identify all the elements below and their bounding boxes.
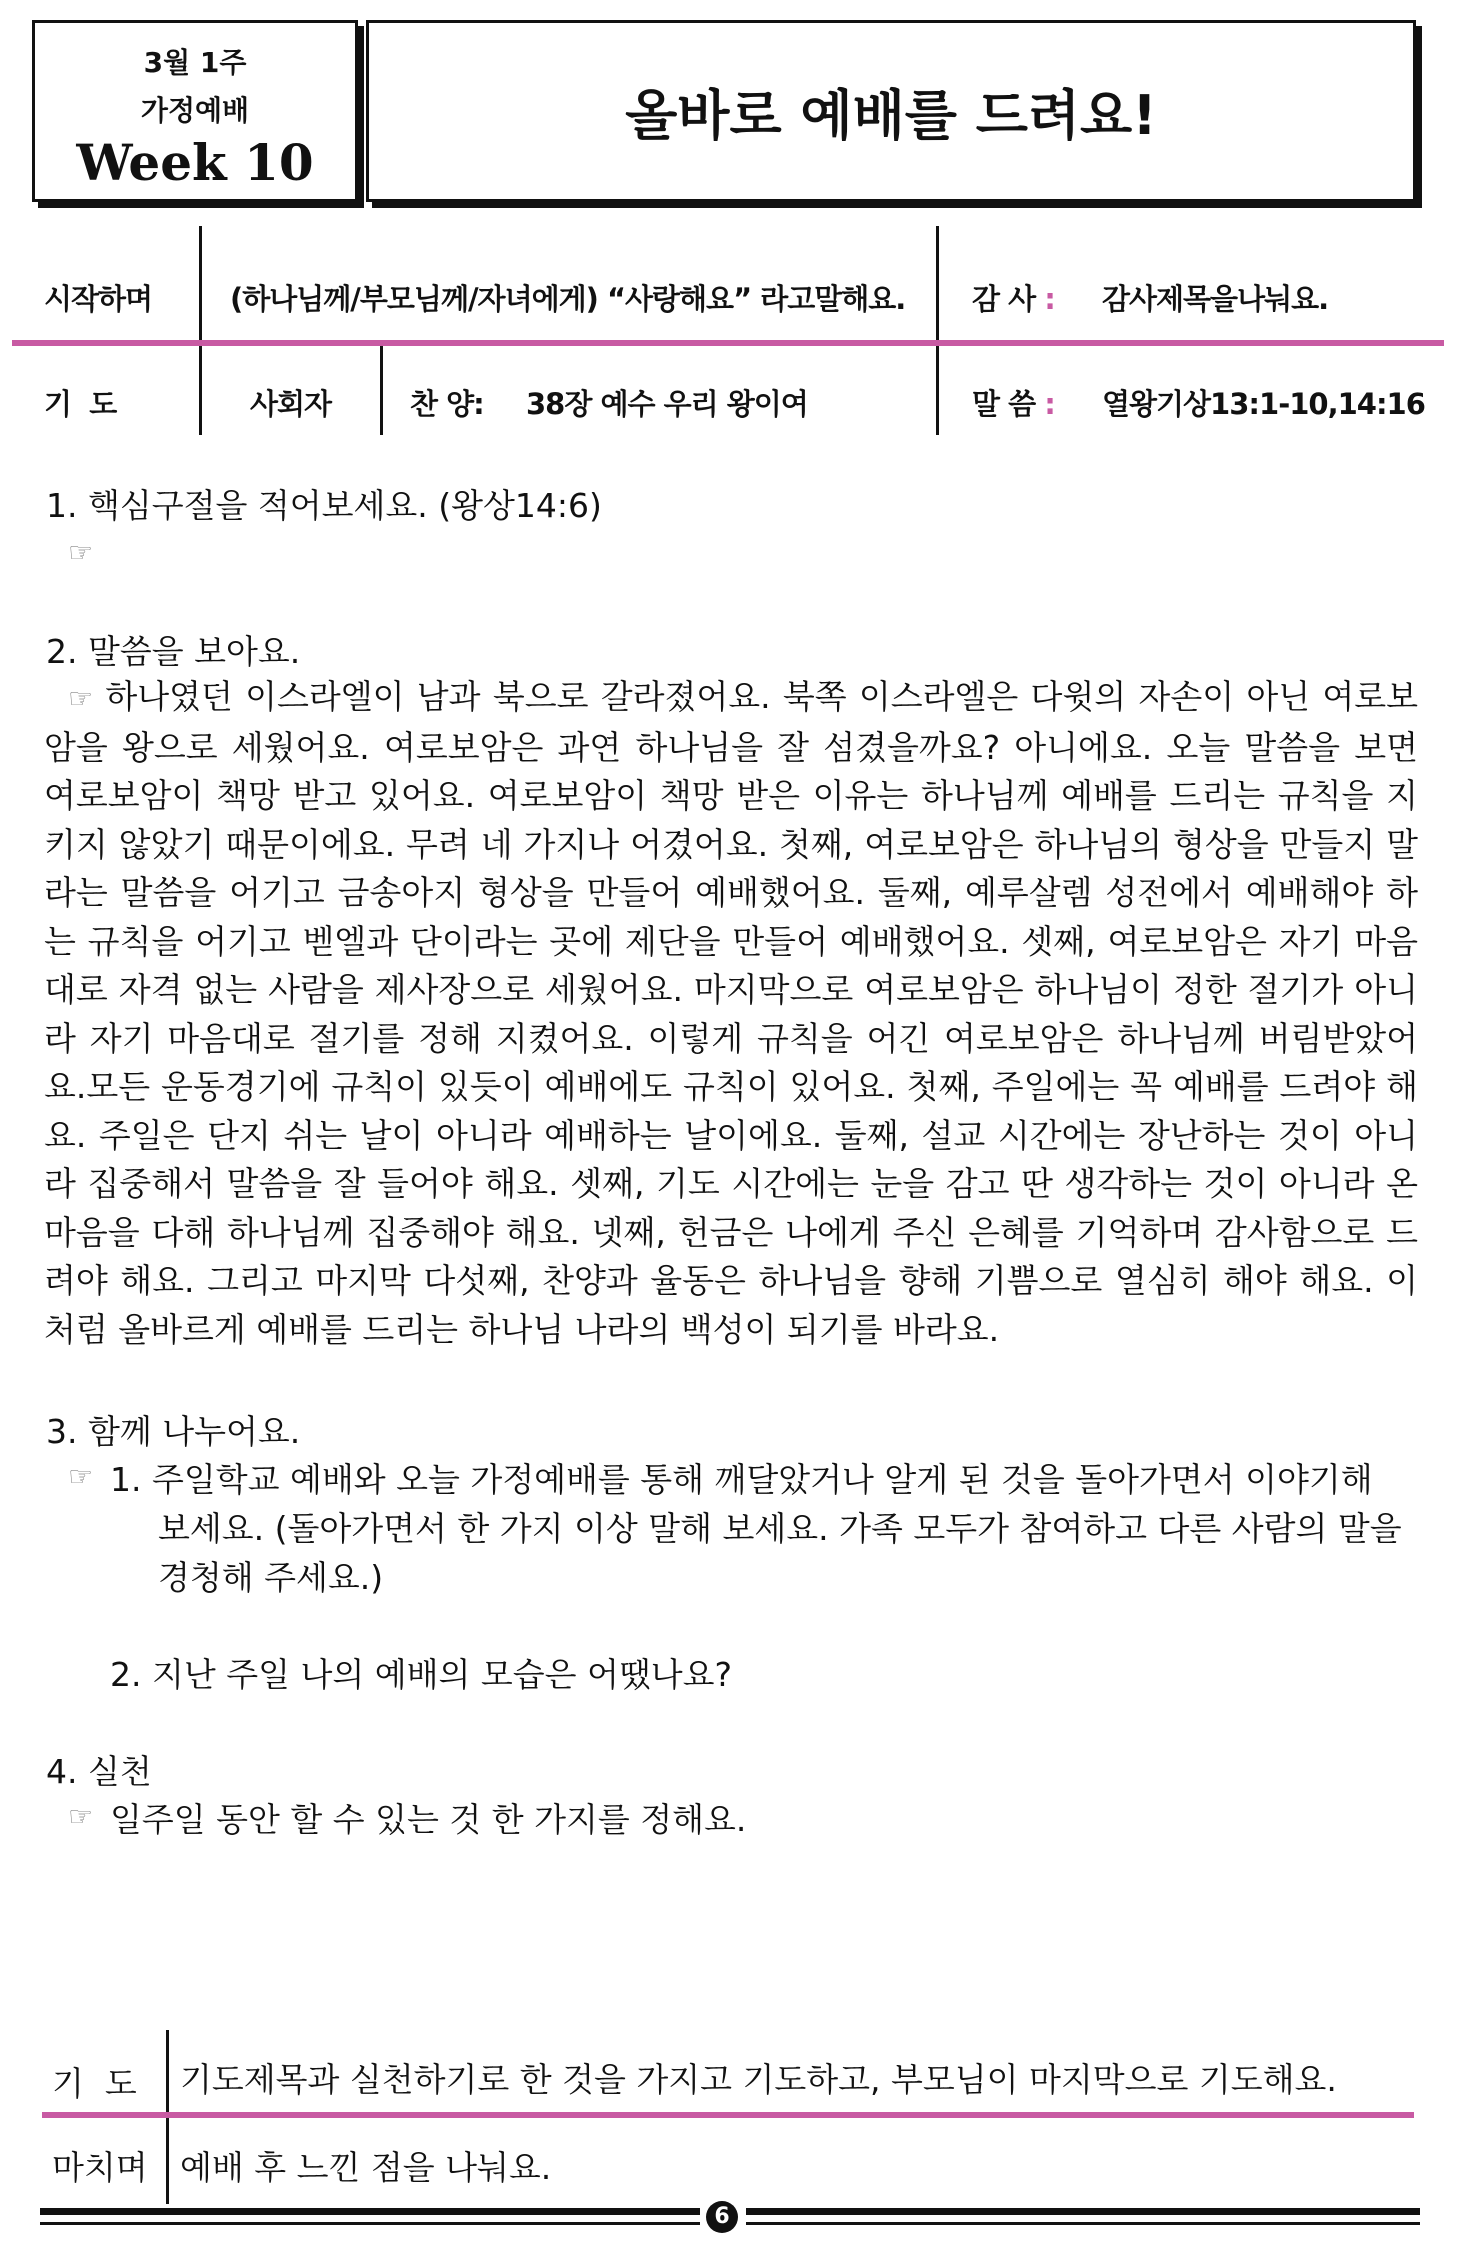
page-title: 올바로 예배를 드려요! [625, 83, 1157, 147]
week-info-box [32, 20, 358, 202]
bottom-rule [746, 2222, 1420, 2225]
closing-prayer-label: 기 도 [52, 2064, 137, 2103]
section-4-title: 4. 실천 [46, 1752, 152, 1791]
closing-text: 예배 후 느낀 점을 나눠요. [180, 2148, 552, 2187]
pointer-icon: ☞ [68, 1460, 94, 1493]
grid-divider [199, 226, 202, 340]
question-2: 2. 지난 주일 나의 예배의 모습은 어땠나요? [110, 1655, 732, 1694]
pointer-icon: ☞ [68, 536, 94, 569]
week-number: Week 10 [76, 133, 314, 192]
bottom-rule [40, 2222, 700, 2225]
closing-prayer-text: 기도제목과 실천하기로 한 것을 가지고 기도하고, 부모님이 마지막으로 기도해요. [180, 2060, 1337, 2099]
page-number: 6 [706, 2201, 738, 2233]
question-1-line-2: 보세요. (돌아가면서 한 가지 이상 말해 보세요. 가족 모두가 참여하고 다른 사람의 말을 [158, 1509, 1402, 1548]
pointer-icon: ☞ [68, 1800, 94, 1833]
word-label [972, 382, 1055, 423]
prayer-label: 기 도 [44, 387, 117, 421]
question-1-line-1: 1. 주일학교 예배와 오늘 가정예배를 통해 깨달았거나 알게 된 것을 돌아가면서 이야기해 [110, 1460, 1373, 1499]
thanks-colon: : [1044, 282, 1055, 316]
pointer-icon: ☞ [68, 682, 94, 715]
start-text: (하나님께/부모님께/자녀에게) “사랑해요” 라고말해요. [230, 282, 906, 316]
section-2-title: 2. 말씀을 보아요. [46, 632, 301, 671]
practice-text: 일주일 동안 할 수 있는 것 한 가지를 정해요. [110, 1800, 747, 1839]
leader-label: 사회자 [250, 387, 332, 421]
grid-divider [936, 340, 939, 435]
bottom-rule [40, 2208, 700, 2215]
pink-divider [42, 2112, 1414, 2118]
grid-divider [380, 340, 383, 435]
question-1-line-3: 경청해 주세요.) [158, 1558, 384, 1597]
thanks-label-text: 감 사 [972, 282, 1036, 316]
start-label: 시작하며 [44, 282, 153, 316]
word-colon: : [1044, 387, 1055, 421]
week-date: 3월 1주 [143, 46, 247, 79]
section-1-title: 1. 핵심구절을 적어보세요. (왕상14:6) [46, 486, 602, 525]
hymn-text: 38장 예수 우리 왕이여 [526, 387, 808, 421]
closing-label: 마치며 [52, 2148, 148, 2187]
word-text: 열왕기상13:1-10,14:16 [1102, 387, 1425, 421]
pink-divider [12, 340, 1444, 346]
grid-divider [936, 226, 939, 340]
sermon-paragraph [44, 673, 1418, 1354]
thanks-text: 감사제목을나눠요. [1102, 282, 1329, 316]
bottom-rule [746, 2208, 1420, 2215]
word-label-text: 말 씀 [972, 387, 1036, 421]
thanks-label [972, 277, 1055, 318]
worship-type: 가정예배 [140, 94, 250, 127]
grid-divider [199, 340, 202, 435]
section-3-title: 3. 함께 나누어요. [46, 1412, 301, 1451]
sermon-text: 하나였던 이스라엘이 남과 북으로 갈라졌어요. 북쪽 이스라엘은 다윗의 자손이 아닌 여로보암을 왕으로 세웠어요. 여로보암은 과연 하나님을 잘 섬겼을까요? 아니에요. 오늘 말씀을 보면 여로보암이 책망 받고 있어요. 여로보암이 책망 받은 이유는 하나님께 예배를 드리는 규칙을 지키지 않았기 때문이에요. 무려 네 가지나 어겼어요. 첫째, 여로보암은 하나님의 형상을 만들지 말라는 말씀을 어기고 금송아지 형상을 만들어 예배했어요. 둘째, 예루살렘 성전에서 예배해야 하는 규칙을 어기고 벧엘과 단이라는 곳에 제단을 만들어 예배했어요. 셋째, 여로보암은 자기 마음대로 자격 없는 사람을 제사장으로 세웠어요. 마지막으로 여로보암은 하나님이 정한 절기가 아니라 자기 마음대로 절기를 정해 지켰어요. 이렇게 규칙을 어긴 여로보암은 하나님께 버림받았어요.모든 운동경기에 규칙이 있듯이 예배에도 규칙이 있어요. 첫째, 주일에는 꼭 예배를 드려야 해요. 주일은 단지 쉬는 날이 아니라 예배하는 날이에요. 둘째, 설교 시간에는 장난하는 것이 아니라 집중해서 말씀을 잘 들어야 해요. 셋째, 기도 시간에는 눈을 감고 딴 생각하는 것이 아니라 온 마음을 다해 하나님께 집중해야 해요. 넷째, 헌금은 나에게 주신 은혜를 기억하며 감사함으로 드려야 해요. 그리고 마지막 다섯째, 찬양과 율동은 하나님을 향해 기쁨으로 열심히 해야 해요. 이처럼 올바르게 예배를 드리는 하나님 나라의 백성이 되기를 바라요. [44, 677, 1418, 1349]
hymn-label: 찬 양: [410, 387, 484, 421]
title-box [366, 20, 1416, 202]
